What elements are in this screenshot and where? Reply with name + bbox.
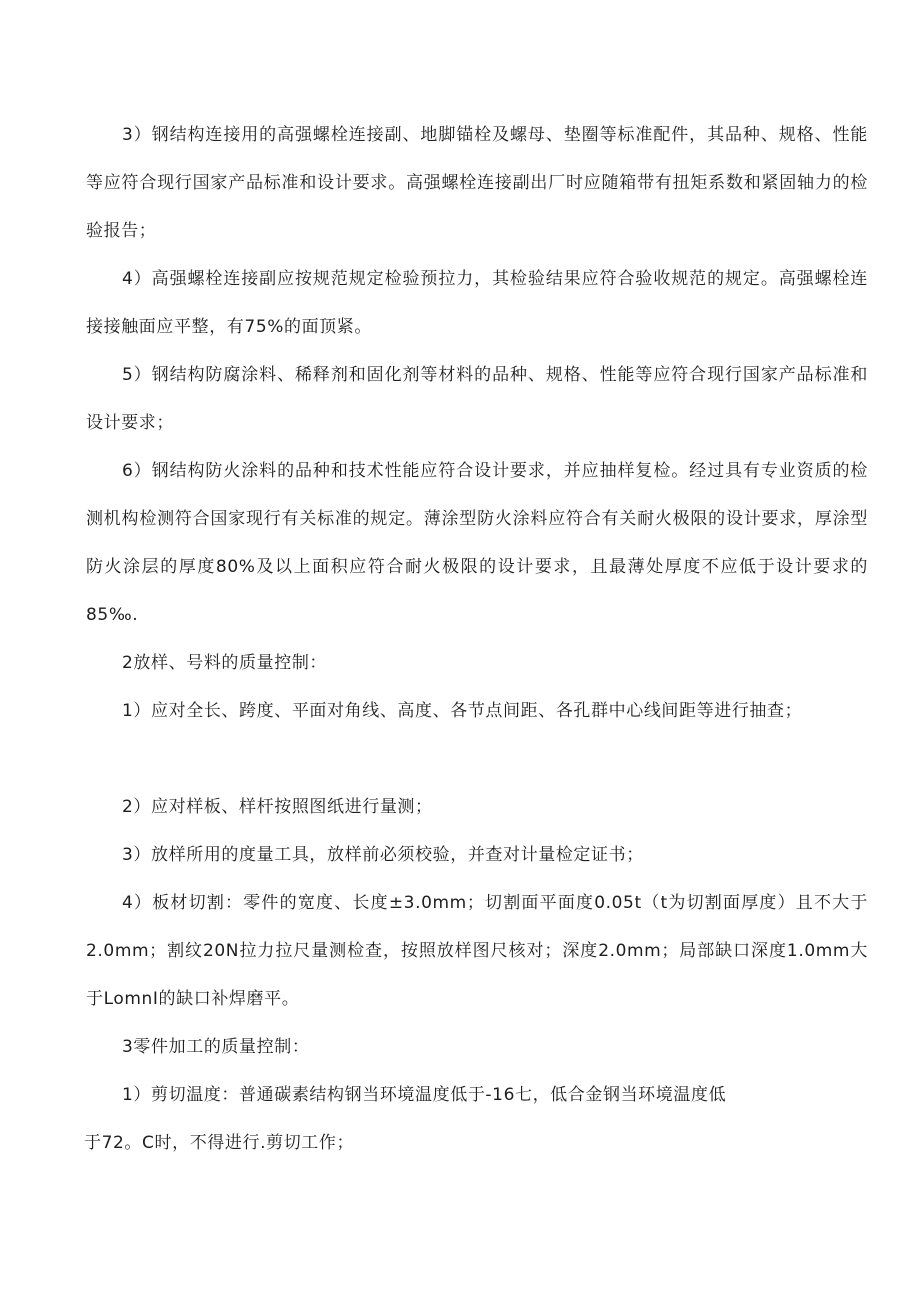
paragraph-anticorrosion-coating: 5）钢结构防腐涂料、稀释剂和固化剂等材料的品种、规格、性能等应符合现行国家产品标准和设计要求； [86, 365, 868, 433]
paragraph-shearing-continued: 于72。C时，不得进行.剪切工作； [84, 1133, 355, 1153]
section-heading-layout-marking: 2放样、号料的质量控制： [122, 653, 328, 673]
paragraph-bolt-fittings: 3）钢结构连接用的高强螺栓连接副、地脚锚栓及螺母、垫圈等标准配件，其品种、规格、性能等应符合现行国家产品标准和设计要求。高强螺栓连接副出厂时应随箱带有扭矩系数和紧固轴力的检验报告； [86, 125, 868, 241]
paragraph-fireproof-coating: 6）钢结构防火涂料的品种和技术性能应符合设计要求，并应抽样复检。经过具有专业资质的检测机构检测符合国家现行有关标准的规定。薄涂型防火涂料应符合有关耐火极限的设计要求，厚涂型防火涂层的厚度80%及以上面积应符合耐火极限的设计要求，且最薄处厚度不应低于设计要求的85‰. [86, 461, 868, 625]
paragraph-shearing-temperature: 1）剪切温度：普通碳素结构钢当环境温度低于-16七，低合金钢当环境温度低 [122, 1085, 727, 1105]
paragraph-template-measure: 2）应对样板、样杆按照图纸进行量测； [122, 797, 433, 817]
paragraph-plate-cutting: 4）板材切割：零件的宽度、长度±3.0mm；切割面平面度0.05t（t为切割面厚度）且不大于2.0mm；割纹20N拉力拉尺量测检查，按照放样图尺核对；深度2.0mm；局部缺口深度1.0mm大于LomnI的缺口补焊磨平。 [86, 893, 868, 1009]
paragraph-measuring-tools: 3）放样所用的度量工具，放样前必须校验，并查对计量检定证书； [122, 845, 644, 865]
paragraph-bolt-pretension: 4）高强螺栓连接副应按规范规定检验预拉力，其检验结果应符合验收规范的规定。高强螺栓连接接触面应平整，有75%的面顶紧。 [86, 269, 868, 337]
paragraph-spot-check: 1）应对全长、跨度、平面对角线、高度、各节点间距、各孔群中心线间距等进行抽查； [122, 701, 803, 721]
section-heading-part-processing: 3零件加工的质量控制： [122, 1037, 310, 1057]
